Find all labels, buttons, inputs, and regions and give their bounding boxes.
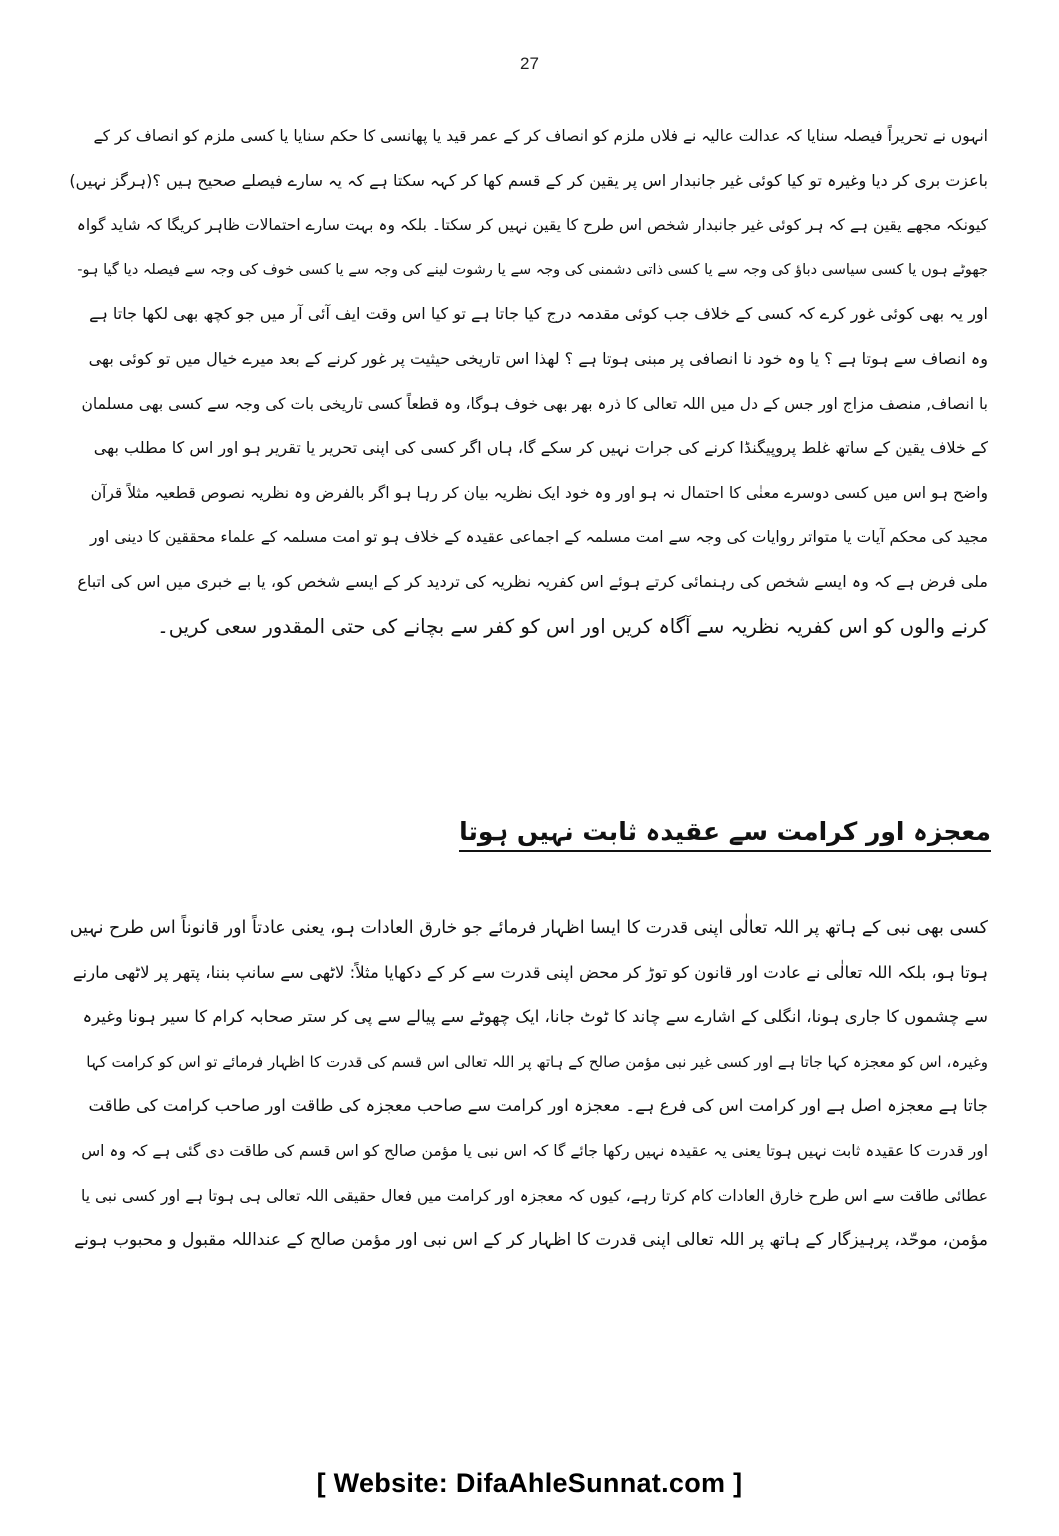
text-line: کیونکہ مجھے یقین ہے کہ ہر کوئی غیر جانبدار شخص اس طرح کا یقین نہیں کر سکتا۔ بلکہ وہ بہت سارے احتمالات ظاہر کریگا کہ شاید گواہ	[76, 216, 988, 235]
paragraph-2	[68, 906, 988, 1263]
text-line: وہ انصاف سے ہوتا ہے ؟ یا وہ خود نا انصافی پر مبنی ہوتا ہے ؟ لھذا اس تاریخی حیثیت پر غور کرنے کے بعد میرے خیال میں تو کوئی بھی	[88, 348, 988, 368]
text-line: اور قدرت کا عقیدہ ثابت نہیں ہوتا یعنی یہ عقیدہ نہیں رکھا جائے گا کہ اس نبی یا مؤمن صالح کو اس قسم کی طاقت دی گئی ہے کہ وہ اس	[81, 1141, 988, 1160]
text-line: با انصاف, منصف مزاج اور جس کے دل میں اللہ تعالی کا ذرہ بھر بھی خوف ہوگا، وہ قطعاً کسی تاریخی بات کی وجہ سے کسی بھی مسلمان	[81, 394, 988, 413]
text-line: سے چشموں کا جاری ہونا، انگلی کے اشارے سے چاند کا ٹوٹ جانا، ایک چھوٹے سے پیالے سے پی کر ستر صحابہ کرام کا سیر ہونا وغیرہ	[82, 1007, 988, 1027]
text-line: ہوتا ہو، بلکہ اللہ تعالٰی نے عادت اور قانون کو توڑ کر محض اپنی قدرت سے کر کے دکھایا مثلاً: لاٹھی سے سانپ بننا، پتھر پر لاٹھی مارنے	[72, 962, 988, 982]
text-line: عطائی طاقت سے اس طرح خارق العادات کام کرتا رہے، کیوں کہ معجزہ اور کرامت میں فعال حقیقی اللہ تعالی ہی ہوتا ہے اور کسی نبی یا	[81, 1186, 988, 1205]
text-line: واضح ہو اس میں کسی دوسرے معنٰی کا احتمال نہ ہو اور وہ خود ایک نظریہ بیان کر رہا ہو اگر بالفرض وہ نظریہ نصوص قطعیہ مثلاً قرآن	[90, 483, 988, 502]
text-line: باعزت بری کر دیا وغیرہ تو کیا کوئی غیر جانبدار اس پر یقین کر کے قسم کھا کر کہہ سکتا ہے کہ یہ سارے فیصلے صحیح ہیں ؟(ہرگز نہیں)	[69, 170, 988, 190]
website-footer: [ Website: DifaAhleSunnat.com ]	[316, 1468, 743, 1498]
text-line: مجید کی محکم آیات یا متواتر روایات کی وجہ سے امت مسلمہ کے اجماعی عقیدہ کے خلاف ہو تو امت مسلمہ کے علماء محققین کا دینی اور	[90, 528, 988, 547]
text-line: اور یہ بھی کوئی غور کرے کہ کسی کے خلاف جب کوئی مقدمہ درج کیا جاتا ہے تو کیا اس وقت ایف آئی آر میں جو کچھ بھی لکھا جاتا ہے	[89, 304, 988, 324]
text-line: مؤمن، موحّد، پرہیزگار کے ہاتھ پر اللہ تعالی اپنی قدرت کا اظہار کر کے اس نبی اور مؤمن صالح کے عنداللہ مقبول و محبوب ہونے	[74, 1230, 988, 1251]
text-line: کسی بھی نبی کے ہاتھ پر اللہ تعالٰی اپنی قدرت کا ایسا اظہار فرمائے جو خارق العادات ہو، یعنی عادتاً اور قانوناً اس طرح نہیں	[69, 918, 988, 938]
text-line: انہوں نے تحریراً فیصلہ سنایا کہ عدالت عالیہ نے فلاں ملزم کو انصاف کر کے عمر قید یا پھانسی کا حکم سنایا یا کسی ملزم کو انصاف کر کے	[93, 127, 988, 145]
text-line: ملی فرض ہے کہ وہ ایسے شخص کی رہنمائی کرتے ہوئے اس کفریہ نظریہ کی تردید کر کے ایسے شخص کو، یا بے خبری میں اس کی اتباع	[77, 571, 988, 591]
paragraph-1	[68, 114, 988, 649]
section-heading-wrap	[459, 817, 991, 852]
text-line: وغیرہ، اس کو معجزہ کہا جاتا ہے اور کسی غیر نبی مؤمن صالح کے ہاتھ پر اللہ تعالی اس قسم کی قدرت کا اظہار فرمائے تو اس کو کرامت کہا	[86, 1052, 988, 1071]
section-heading: معجزہ اور کرامت سے عقیدہ ثابت نہیں ہوتا	[459, 817, 991, 852]
text-line: کے خلاف یقین کے ساتھ غلط پروپیگنڈا کرنے کی جرات نہیں کر سکے گا، ہاں اگر کسی کی اپنی تحریر یا تقریر ہو اور اس کا مطلب بھی	[93, 438, 988, 458]
page-number: 27	[520, 54, 539, 73]
text-line: جھوٹے ہوں یا کسی سیاسی دباؤ کی وجہ سے یا کسی ذاتی دشمنی کی وجہ سے یا رشوت لینے کی وجہ سے یا کسی خوف کی وجہ سے فیصلہ دیا گیا ہو-	[77, 261, 988, 278]
text-line: کرنے والوں کو اس کفریہ نظریہ سے آگاہ کریں اور اس کو کفر سے بچانے کی حتی المقدور سعی کریں۔	[157, 614, 988, 638]
text-line: جاتا ہے معجزہ اصل ہے اور کرامت اس کی فرع ہے۔ معجزہ اور کرامت سے صاحب معجزہ کی طاقت اور صاحب کرامت کی طاقت	[88, 1096, 988, 1116]
